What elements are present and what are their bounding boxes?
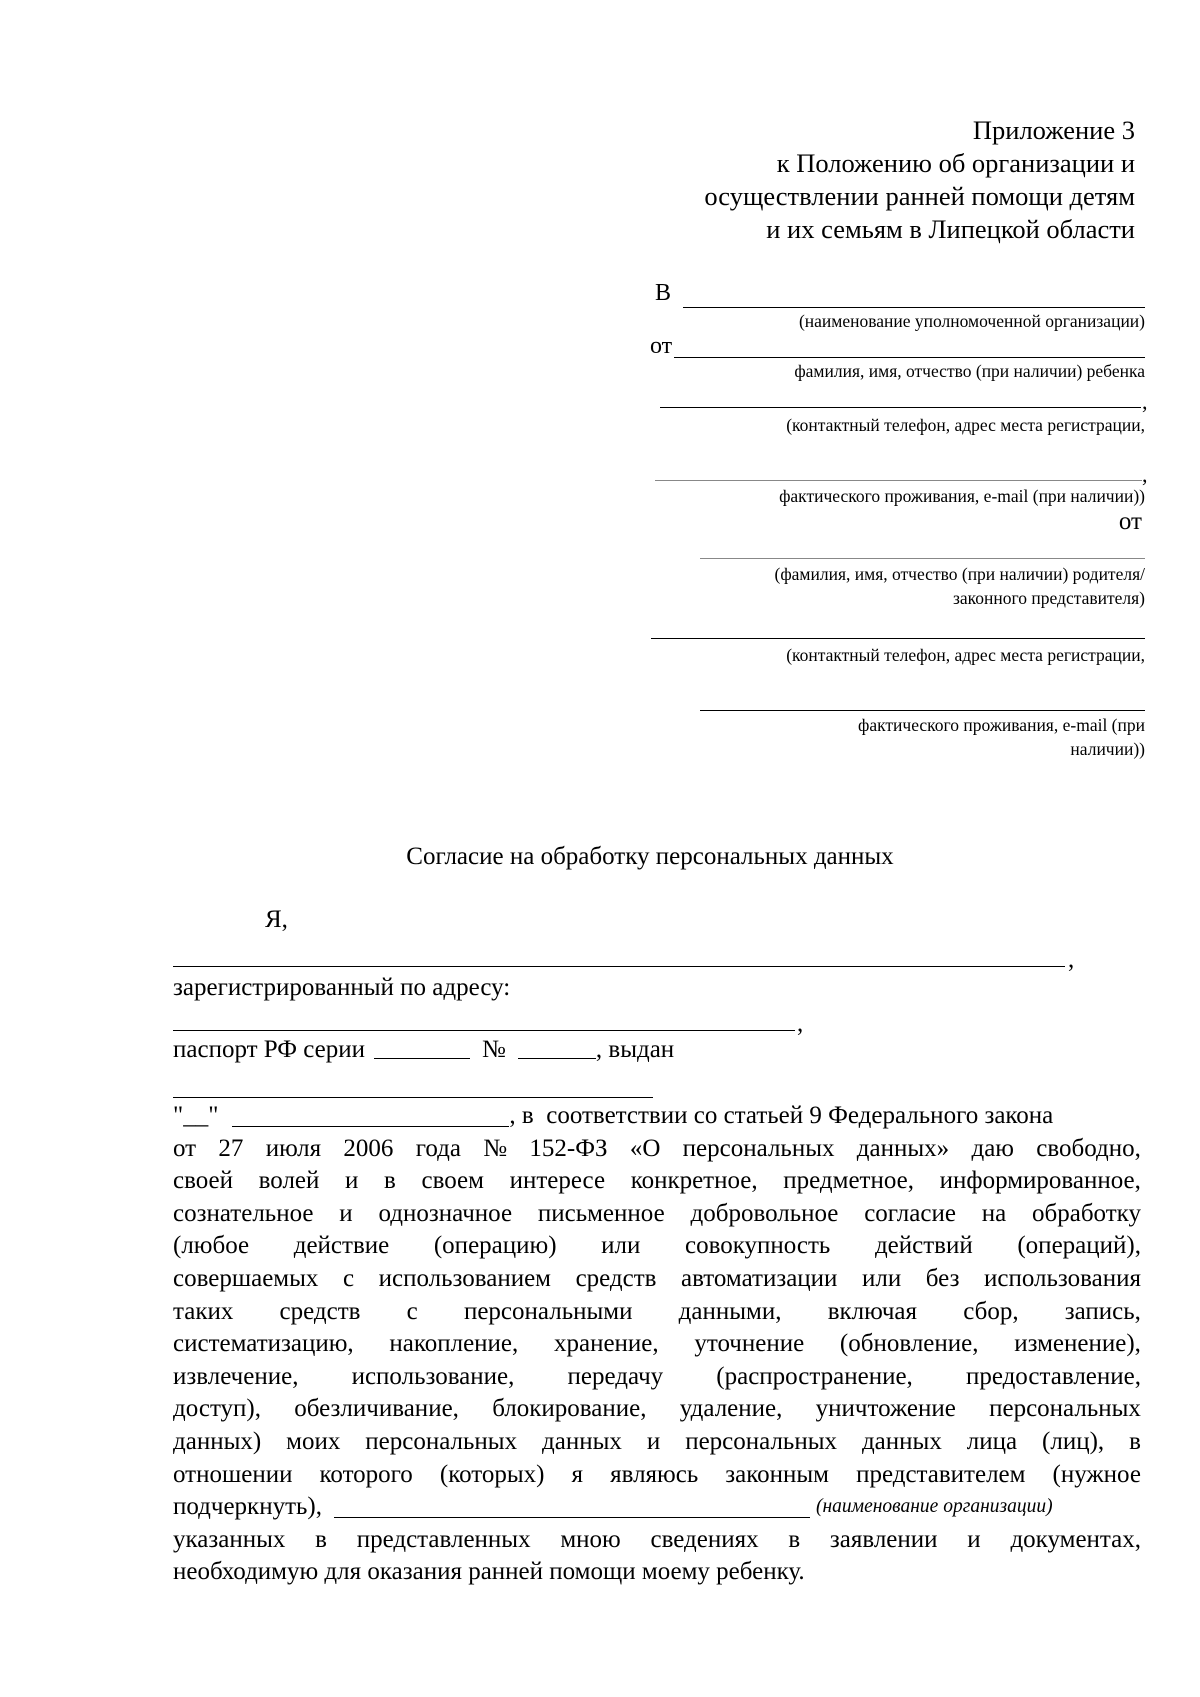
applicant-prefix: от [650,333,673,359]
paragraph-word: даю [971,1134,1014,1162]
comma: , [1142,462,1148,487]
paragraph-word: передачу [567,1362,664,1390]
parent-contact-caption: (контактный телефон, адрес места регистрации, [786,645,1145,665]
paragraph-word: указанных [173,1525,286,1553]
paragraph-word: или [601,1232,641,1260]
paragraph-word: информированное, [939,1167,1141,1195]
paragraph-word: использования [984,1264,1141,1292]
paragraph-word: персональных [682,1134,835,1162]
paragraph-line: , в соответствии со статьей 9 Федерального закона [509,1102,1054,1129]
paragraph-word: совокупность [685,1232,831,1260]
paragraph-word: персональных [989,1395,1141,1423]
paragraph-word: «О [629,1134,661,1162]
paragraph-word: действий [874,1232,973,1260]
paragraph-word: мною [560,1525,621,1553]
paragraph-word: таких [173,1297,234,1325]
paragraph-line [173,1459,1141,1492]
date-quote: "__" [173,1102,219,1129]
paragraph-word: и [646,1427,661,1455]
registered-label: зарегистрированный по адресу: [173,974,511,1001]
paragraph-word: данных [861,1427,942,1455]
recipient-caption: (наименование уполномоченной организации) [798,311,1145,331]
paragraph-text: необходимую для оказания ранней помощи моему ребенку. [173,1558,805,1586]
paragraph-word: предоставление, [965,1362,1141,1390]
paragraph-word: в [315,1525,327,1553]
paragraph-text: подчеркнуть), [173,1493,322,1521]
paragraph-word: или [862,1264,902,1292]
paragraph-word: средств [575,1264,657,1292]
child-name-field[interactable] [674,357,1145,358]
paragraph-word: июля [265,1134,322,1162]
child-contact-field[interactable] [660,407,1141,408]
document-title: Согласие на обработку персональных данных [406,843,894,870]
paragraph-line [173,1556,1141,1589]
paragraph-word: уточнение [694,1330,805,1358]
paragraph-word: (операций), [1017,1232,1141,1260]
paragraph-word: данными, [678,1297,782,1325]
paragraph-word: заявлении [829,1525,938,1553]
paragraph-word: на [981,1199,1007,1227]
comma: , [797,1010,804,1037]
paragraph-word: данных) [173,1427,262,1455]
paragraph-word: от [173,1134,197,1162]
passport-number-label: № [482,1036,506,1063]
paragraph-word: данных» [856,1134,950,1162]
paragraph-word: (которых) [439,1460,545,1488]
parent-residence-caption-1: фактического проживания, e-mail (при [858,715,1145,735]
annex-line-1: Приложение 3 [972,115,1135,145]
issue-date-field[interactable] [232,1126,509,1127]
paragraph-word: и [967,1525,981,1553]
paragraph-word: использование, [351,1362,515,1390]
paragraph-word: однозначное [378,1199,513,1227]
paragraph-word: письменное [537,1199,665,1227]
paragraph-word: с [406,1297,418,1325]
paragraph-word: своем [421,1167,484,1195]
paragraph-word: (нужное [1052,1460,1141,1488]
paragraph-line [173,1230,1141,1263]
registration-address-field[interactable] [173,1030,795,1031]
paragraph-word: интересе [509,1167,606,1195]
paragraph-word: года [415,1134,461,1162]
passport-row [173,1036,674,1064]
full-name-field[interactable] [173,966,1065,967]
paragraph-word: предметное, [783,1167,915,1195]
child-name-caption: фамилия, имя, отчество (при наличии) ребенка [794,361,1145,381]
paragraph-word: сведениях [650,1525,759,1553]
child-residence-caption: фактического проживания, e-mail (при наличии)) [779,486,1145,506]
paragraph-line [173,1393,1141,1426]
passport-series-field[interactable] [374,1058,470,1059]
paragraph-line [173,1361,1141,1394]
paragraph-word: 27 [218,1134,244,1162]
paragraph-line [173,1491,1141,1524]
paragraph-word: накопление, [389,1330,519,1358]
paragraph-word: изменение), [1014,1330,1141,1358]
applicant-row [650,333,672,360]
paragraph-word: я [571,1460,584,1488]
paragraph-word: с [342,1264,355,1292]
ya-label: Я, [265,906,288,933]
parent-name-field[interactable] [700,558,1145,559]
recipient-field[interactable] [683,307,1145,308]
paragraph-word: удаление, [679,1395,783,1423]
child-contact-caption: (контактный телефон, адрес места регистрации, [786,415,1145,435]
paragraph-word: отношении [173,1460,293,1488]
paragraph-word: систематизацию, [173,1330,354,1358]
paragraph-word: (обновление, [839,1330,979,1358]
paragraph-line [173,1198,1141,1231]
issued-label: , выдан [595,1036,675,1063]
paragraph-word: своей [173,1167,234,1195]
paragraph-word: сознательное [173,1199,314,1227]
paragraph-word: обработку [1032,1199,1141,1227]
paragraph-line [173,1165,1141,1198]
paragraph-word: уничтожение [815,1395,956,1423]
parent-name-caption-1: (фамилия, имя, отчество (при наличии) родителя/ [774,564,1145,584]
passport-series-label: паспорт РФ серии [173,1036,366,1063]
organization-field[interactable] [334,1517,810,1518]
paragraph-line [173,1263,1141,1296]
paragraph-word: конкретное, [630,1167,758,1195]
parent-from-label: от [1118,508,1142,535]
paragraph-word: 152-ФЗ [529,1134,608,1162]
paragraph-word: персональных [365,1427,518,1455]
annex-line-2: к Положению об организации и [776,148,1135,178]
paragraph-word: являюсь [610,1460,699,1488]
passport-number-field[interactable] [518,1058,596,1059]
paragraph-word: в [788,1525,801,1553]
paragraph-word: в [384,1167,396,1195]
paragraph-word: хранение, [553,1330,659,1358]
paragraph-word: документах, [1010,1525,1141,1553]
annex-line-3: осуществлении ранней помощи детям [704,181,1135,211]
paragraph-word: сбор, [963,1297,1019,1325]
annex-header [704,114,1135,246]
paragraph-word: персональных [685,1427,838,1455]
paragraph-word: № [483,1134,508,1162]
child-residence-field[interactable] [655,480,1142,481]
paragraph-word: совершаемых [173,1264,319,1292]
recipient-prefix: В [655,280,672,306]
paragraph-word: действие [293,1232,390,1260]
paragraph-word: и [345,1167,359,1195]
paragraph-word: (лиц), [1042,1427,1105,1455]
paragraph-word: согласие [864,1199,956,1227]
paragraph-word: и [339,1199,353,1227]
paragraph-word: законным [725,1460,830,1488]
paragraph-word: блокирование, [492,1395,647,1423]
paragraph-word: персональными [463,1297,633,1325]
paragraph-word: без [925,1264,960,1292]
paragraph-line [173,1426,1141,1459]
paragraph-line [173,1133,1141,1166]
paragraph-word: (распространение, [716,1362,913,1390]
paragraph-word: извлечение, [173,1362,299,1390]
recipient-row [655,280,671,307]
paragraph-word: (любое [173,1232,250,1260]
paragraph-line [173,1100,1141,1133]
comma: , [1068,946,1075,973]
paragraph-word: включая [827,1297,918,1325]
paragraph-word: моих [286,1427,341,1455]
annex-line-4: и их семьям в Липецкой области [766,214,1135,244]
paragraph-word: данных [542,1427,622,1455]
paragraph-word: представленных [356,1525,531,1553]
paragraph-word: добровольное [690,1199,839,1227]
parent-residence-caption-2: наличии)) [1070,739,1145,759]
paragraph-line [173,1296,1141,1329]
paragraph-word: свободно, [1036,1134,1141,1162]
paragraph-word: автоматизации [681,1264,838,1292]
paragraph-word: в [1129,1427,1141,1455]
paragraph-word: которого [319,1460,413,1488]
parent-residence-field[interactable] [700,710,1145,711]
paragraph-word: запись, [1064,1297,1141,1325]
comma: , [1142,389,1148,414]
paragraph-line [173,1524,1141,1557]
paragraph-line [173,1328,1141,1361]
issued-by-field[interactable] [173,1097,653,1098]
paragraph-word: (операцию) [433,1232,557,1260]
paragraph-word: средств [279,1297,361,1325]
paragraph-word: представителем [856,1460,1026,1488]
paragraph-word: использованием [378,1264,552,1292]
paragraph-word: 2006 [343,1134,394,1162]
parent-name-caption-2: законного представителя) [953,588,1145,608]
paragraph-word: доступ), [173,1395,261,1423]
organization-caption: (наименование организации) [815,1496,1053,1518]
paragraph-word: лица [966,1427,1018,1455]
paragraph-word: обезличивание, [294,1395,459,1423]
parent-contact-field[interactable] [651,638,1145,639]
consent-paragraph [173,1100,1141,1589]
paragraph-word: волей [258,1167,320,1195]
